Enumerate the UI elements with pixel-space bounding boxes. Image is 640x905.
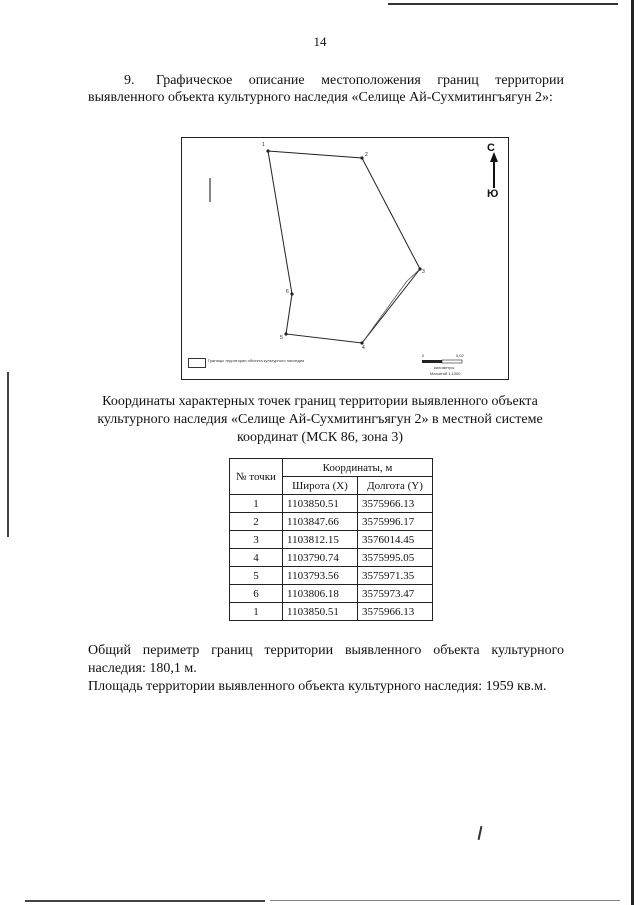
boundary-map <box>181 137 509 380</box>
scale-ratio-label: Масштаб 1:1000 <box>430 371 461 376</box>
cell-point-number: 1 <box>230 495 283 513</box>
table-row <box>230 549 433 567</box>
table-row <box>230 585 433 603</box>
cell-latitude: 1103790.74 <box>283 549 358 567</box>
scale-bar-dark <box>422 360 442 363</box>
cell-longitude: 3575966.13 <box>358 495 433 513</box>
cell-latitude: 1103850.51 <box>283 603 358 621</box>
map-point-5 <box>284 332 287 335</box>
map-point-label: 6 <box>286 289 289 295</box>
scan-artifact-bottom-2 <box>270 900 620 901</box>
table-row <box>230 567 433 585</box>
map-point-2 <box>360 156 363 159</box>
table-row <box>230 603 433 621</box>
section-heading-text: Графическое описание местоположения границ территории выявленного объекта культурного наследия «Селище Ай-Сухмитингъягун 2»: <box>88 73 564 105</box>
coordinates-table <box>229 458 433 621</box>
map-point-label: 3 <box>422 269 425 275</box>
map-point-1 <box>266 149 269 152</box>
cell-longitude: 3576014.45 <box>358 531 433 549</box>
north-label: С <box>487 142 495 154</box>
cell-longitude: 3575996.17 <box>358 513 433 531</box>
cell-point-number: 4 <box>230 549 283 567</box>
perimeter-paragraph: Общий периметр границ территории выявленного объекта культурного наследия: 180,1 м. <box>88 643 564 676</box>
map-point-6 <box>290 292 293 295</box>
cell-longitude: 3575971.35 <box>358 567 433 585</box>
boundary-map-drawing <box>182 138 508 379</box>
map-point-label: 5 <box>280 335 283 341</box>
scale-right-label: 0,02 <box>456 353 464 358</box>
header-point-number: № точки <box>230 459 283 495</box>
section-heading <box>88 72 564 106</box>
scale-bar-light <box>442 360 462 363</box>
cell-point-number: 1 <box>230 603 283 621</box>
cell-latitude: 1103850.51 <box>283 495 358 513</box>
pen-mark <box>478 826 483 840</box>
cell-latitude: 1103793.56 <box>283 567 358 585</box>
cell-latitude: 1103806.18 <box>283 585 358 603</box>
cell-point-number: 2 <box>230 513 283 531</box>
cell-point-number: 5 <box>230 567 283 585</box>
table-row <box>230 495 433 513</box>
table-caption: Координаты характерных точек границ территории выявленного объекта культурного наследия «Селище Ай-Сухмитингъягун 2» в местной системе координат (МСК 86, зона 3) <box>97 394 543 445</box>
scan-artifact-right <box>631 0 634 905</box>
cell-longitude: 3575973.47 <box>358 585 433 603</box>
map-point-label: 4 <box>362 345 365 351</box>
cell-longitude: 3575995.05 <box>358 549 433 567</box>
header-coordinates: Координаты, м <box>283 459 433 477</box>
cell-point-number: 3 <box>230 531 283 549</box>
scan-artifact-top <box>388 3 618 5</box>
boundary-polygon <box>268 151 420 343</box>
map-point-label: 1 <box>262 142 265 148</box>
header-latitude: Широта (X) <box>283 477 358 495</box>
scan-artifact-left <box>7 372 9 537</box>
scale-units-label: километры <box>434 365 455 370</box>
header-longitude: Долгота (Y) <box>358 477 433 495</box>
area-paragraph: Площадь территории выявленного объекта культурного наследия: 1959 кв.м. <box>88 679 547 694</box>
coordinates-table-body <box>230 495 433 621</box>
cell-latitude: 1103812.15 <box>283 531 358 549</box>
section-number: 9. <box>124 73 135 88</box>
table-row <box>230 513 433 531</box>
scan-artifact-bottom <box>25 900 265 902</box>
table-header-row <box>230 459 433 477</box>
map-point-label: 2 <box>365 152 368 158</box>
cell-longitude: 3575966.13 <box>358 603 433 621</box>
page-number: 14 <box>313 34 327 49</box>
legend-swatch <box>188 358 206 368</box>
cell-point-number: 6 <box>230 585 283 603</box>
table-row <box>230 531 433 549</box>
cell-latitude: 1103847.66 <box>283 513 358 531</box>
legend-text: Границы территории объекта культурного наследия <box>208 358 305 363</box>
south-label: Ю <box>487 188 499 200</box>
scale-left-label: 0 <box>422 353 425 358</box>
